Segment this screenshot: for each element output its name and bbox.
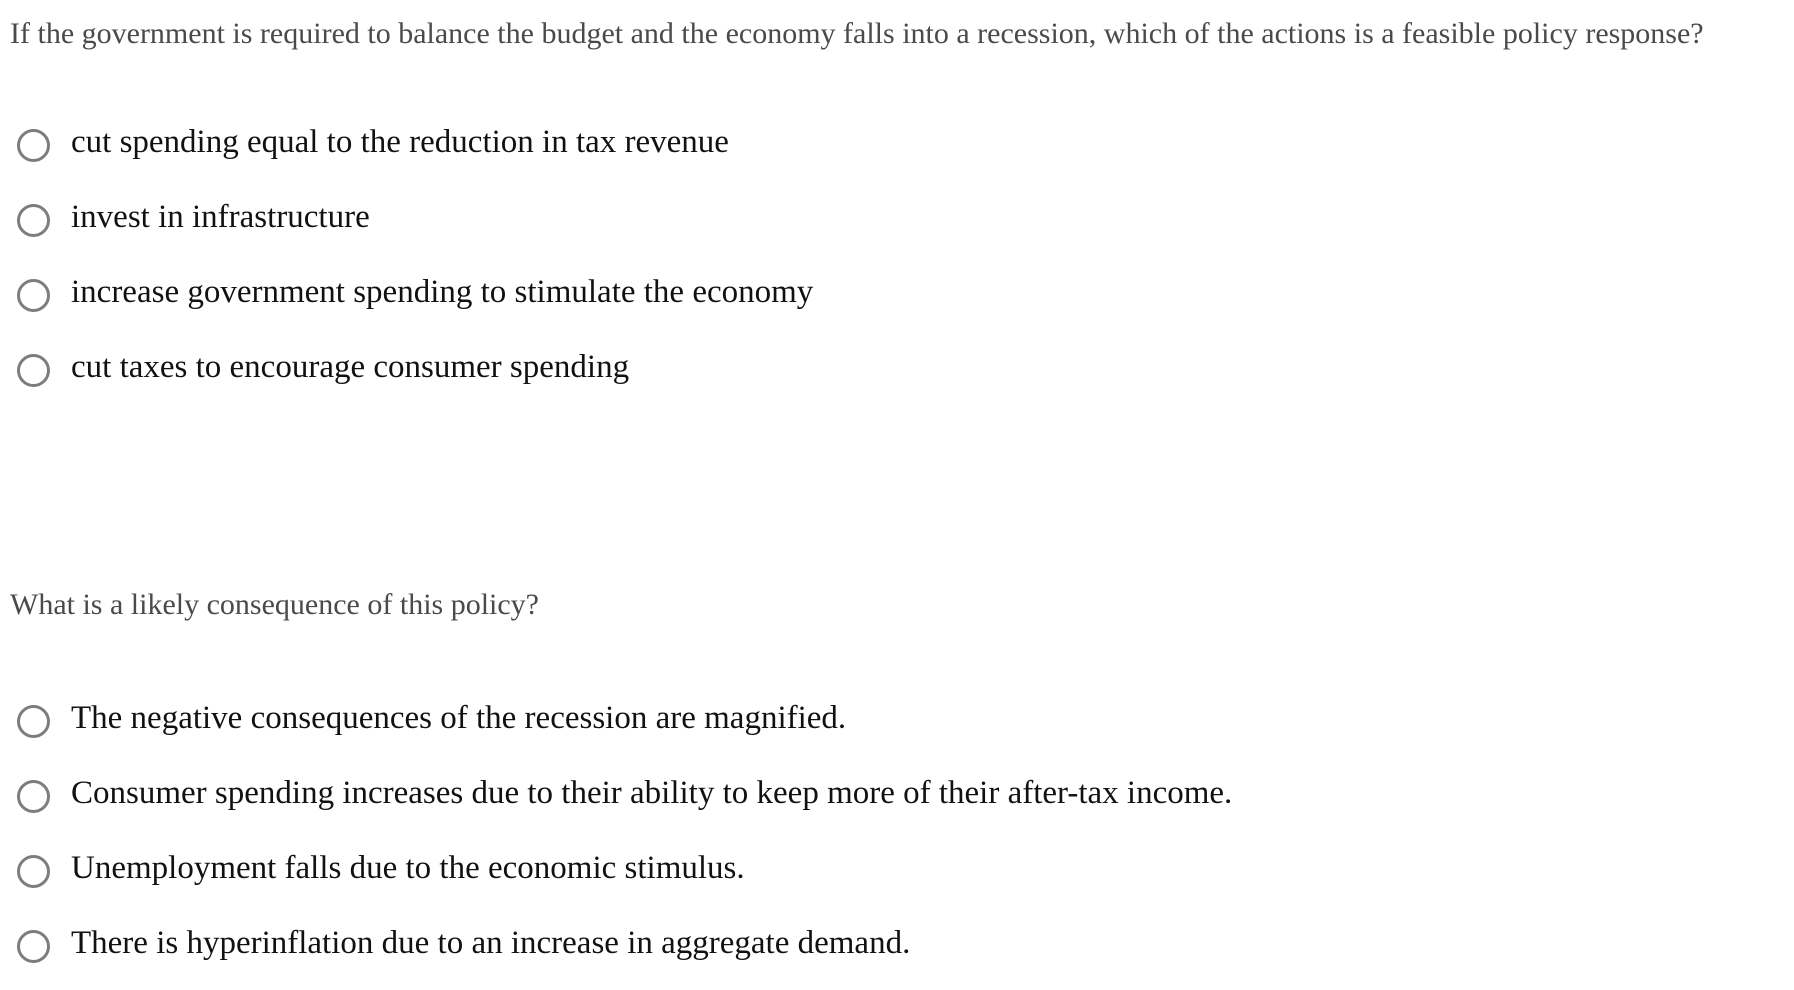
option-label[interactable]: Consumer spending increases due to their ability to keep more of their after-tax income. <box>71 775 1233 811</box>
question-2-prompt: What is a likely consequence of this policy? <box>10 588 539 621</box>
question-1-prompt: If the government is required to balance the budget and the economy falls into a recession, which of the actions is a feasible policy response? <box>10 17 1704 50</box>
radio-button[interactable] <box>17 204 50 237</box>
option-label[interactable]: Unemployment falls due to the economic stimulus. <box>71 850 745 886</box>
option-label[interactable]: cut spending equal to the reduction in tax revenue <box>71 124 729 160</box>
radio-button[interactable] <box>17 279 50 312</box>
option-label[interactable]: The negative consequences of the recession are magnified. <box>71 700 847 736</box>
option-label[interactable]: increase government spending to stimulate the economy <box>71 274 814 310</box>
option-label[interactable]: invest in infrastructure <box>71 199 370 235</box>
option-label[interactable]: There is hyperinflation due to an increase in aggregate demand. <box>71 925 911 961</box>
radio-button[interactable] <box>17 780 50 813</box>
radio-button[interactable] <box>17 855 50 888</box>
option-label[interactable]: cut taxes to encourage consumer spending <box>71 349 630 385</box>
radio-button[interactable] <box>17 930 50 963</box>
radio-button[interactable] <box>17 705 50 738</box>
radio-button[interactable] <box>17 129 50 162</box>
radio-button[interactable] <box>17 354 50 387</box>
